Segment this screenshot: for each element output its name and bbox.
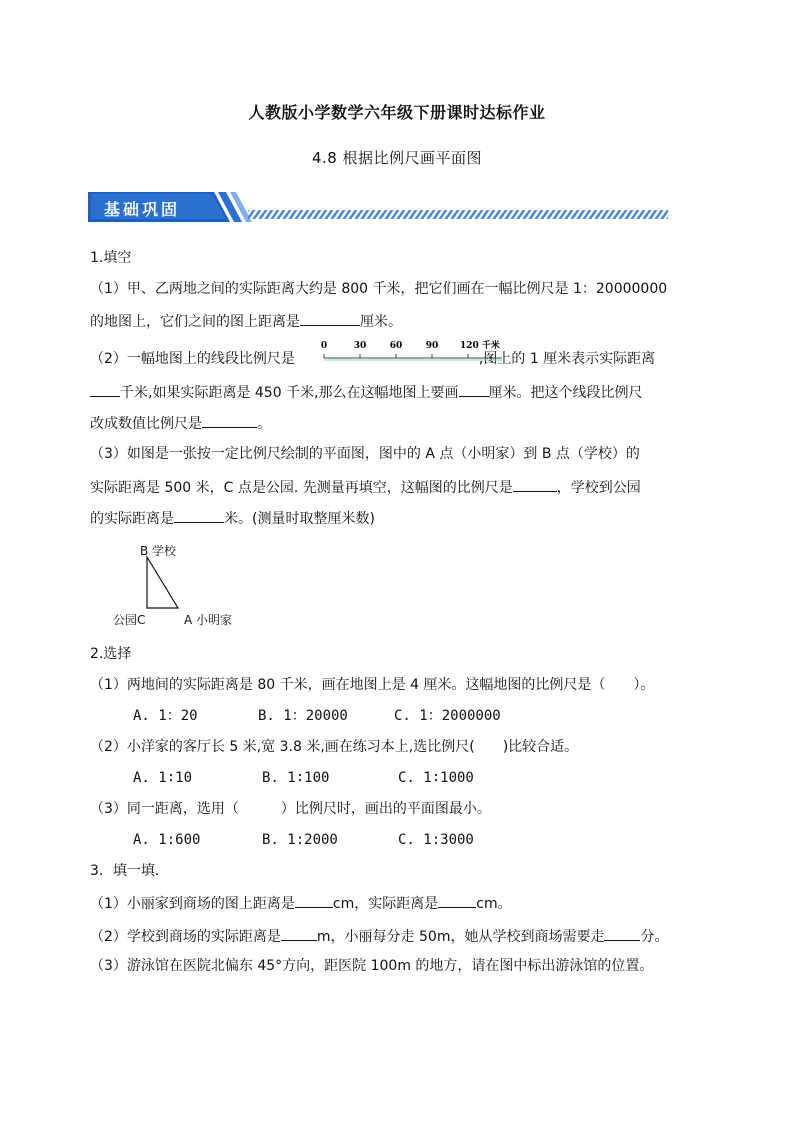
label-b-school: B 学校 <box>140 544 177 558</box>
text: ,图上的 1 厘米表示实际距离 <box>478 351 656 367</box>
q2-s3-option-c[interactable]: C. 1:3000 <box>398 832 474 848</box>
text: （1）小丽家到商场的图上距离是 <box>90 896 295 912</box>
label-c-park: 公园C <box>113 613 146 627</box>
answer-blank[interactable] <box>90 382 120 397</box>
scale-label-0: 0 <box>320 341 328 351</box>
section-banner-label: 基础巩固 <box>104 200 181 219</box>
scale-label-90: 90 <box>425 341 439 351</box>
text: 的地图上，它们之间的图上距离是 <box>90 314 300 330</box>
answer-blank[interactable] <box>513 477 557 492</box>
q1-part2-line2 <box>90 382 643 402</box>
answer-blank[interactable] <box>202 413 257 428</box>
text: m，小丽每分走 50m，她从学校到商场需要走 <box>316 929 605 945</box>
text: cm。 <box>476 896 512 912</box>
q2-s3-option-b[interactable]: B. 1:2000 <box>262 832 338 848</box>
answer-blank[interactable] <box>300 311 360 326</box>
text: 厘米。 <box>360 314 402 330</box>
q2-s2-option-b[interactable]: B. 1∶100 <box>262 770 330 786</box>
q3-line3: （3）游泳馆在医院北偏东 45°方向，距医院 100m 的地方，请在图中标出游泳馆的位置。 <box>90 958 654 974</box>
scale-label-60: 60 <box>389 341 403 351</box>
text: cm，实际距离是 <box>332 896 439 912</box>
answer-blank[interactable] <box>281 926 317 941</box>
q1-part2-line3 <box>90 413 271 433</box>
q1-part3-line1: （3）如图是一张按一定比例尺绘制的平面图，图中的 A 点（小明家）到 B 点（学校）的 <box>90 446 640 462</box>
text: （2）一幅地图上的线段比例尺是 <box>90 351 295 367</box>
label-a-home: A 小明家 <box>184 613 233 627</box>
q3-line1 <box>90 893 512 913</box>
triangle-figure <box>140 555 190 613</box>
answer-blank[interactable] <box>438 893 476 908</box>
q2-s3-option-a[interactable]: A. 1:600 <box>133 832 201 848</box>
text: 厘米。把这个线段比例尺 <box>488 385 643 401</box>
text: 分。 <box>640 929 669 945</box>
text: 的实际距离是 <box>90 511 174 527</box>
q1-part1-line1: （1）甲、乙两地之间的实际距离大约是 800 千米，把它们画在一幅比例尺是 1：20000000 <box>90 281 668 297</box>
q1-part3-line3 <box>90 508 375 528</box>
q2-s2-option-a[interactable]: A. 1∶10 <box>133 770 193 786</box>
answer-blank[interactable] <box>604 926 640 941</box>
scale-label-30: 30 <box>353 341 367 351</box>
q2-s1-option-c[interactable]: C. 1：2000000 <box>394 708 501 724</box>
q1-heading: 1.填空 <box>90 250 132 266</box>
text: 米。(测量时取整厘米数) <box>224 511 375 527</box>
text: 改成数值比例尺是 <box>90 416 202 432</box>
text: （2）学校到商场的实际距离是 <box>90 929 281 945</box>
q1-part3-line2 <box>90 477 641 497</box>
q3-line2 <box>90 926 668 946</box>
text: 。 <box>257 416 271 432</box>
q2-s1-option-a[interactable]: A. 1：20 <box>133 708 198 724</box>
q2-s3: （3）同一距离，选用（ ）比例尺时，画出的平面图最小。 <box>90 801 491 817</box>
text: ，学校到公园 <box>556 480 641 496</box>
answer-blank[interactable] <box>174 508 224 523</box>
q2-s1-option-b[interactable]: B. 1：20000 <box>258 708 348 724</box>
q2-s2-option-c[interactable]: C. 1∶1000 <box>398 770 474 786</box>
q2-s1: （1）两地间的实际距离是 80 千米，画在地图上是 4 厘米。这幅地图的比例尺是（ ）。 <box>90 677 655 693</box>
q2-s2: （2）小洋家的客厅长 5 米,宽 3.8 米,画在练习本上,选比例尺( )比较合适。 <box>90 739 579 755</box>
page-subtitle: 4.8 根据比例尺画平面图 <box>311 149 483 167</box>
answer-blank[interactable] <box>459 382 489 397</box>
text: 千米,如果实际距离是 450 千米,那么在这幅地图上要画 <box>120 385 459 401</box>
linear-scale-bar <box>318 336 506 366</box>
q1-part1-line2 <box>90 311 402 331</box>
q2-heading: 2.选择 <box>90 646 132 662</box>
text: 实际距离是 500 米，C 点是公园. 先测量再填空，这幅图的比例尺是 <box>90 480 513 496</box>
answer-blank[interactable] <box>295 893 333 908</box>
scale-label-120: 120 千米 <box>460 341 500 351</box>
page-title: 人教版小学数学六年级下册课时达标作业 <box>248 103 546 122</box>
q3-heading: 3．填一填． <box>90 863 169 879</box>
